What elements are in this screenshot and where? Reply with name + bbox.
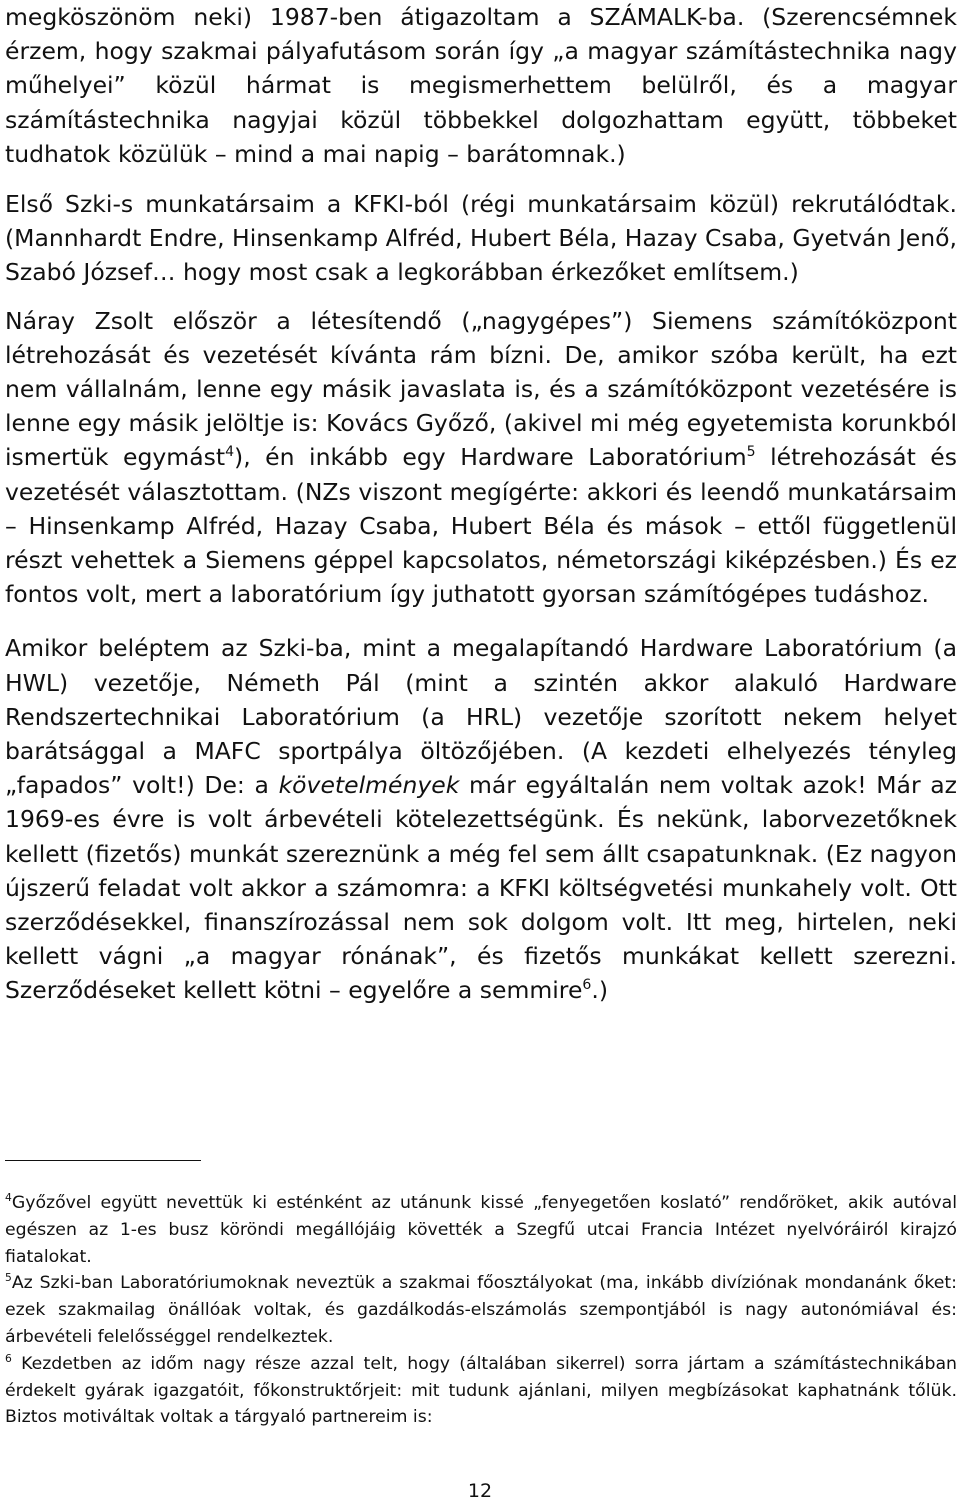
paragraph-2 [5,187,957,290]
footnote-4-number: 4 [5,1191,12,1205]
footnotes [5,1190,957,1431]
footnote-6 [5,1351,957,1431]
footnote-4-text: Győzővel együtt nevettük ki esténként az utánunk kissé „fenyegetően koslató” rendőröket, akik autóval egészen az 1-es busz köröndi megállójáig követték a Szegfű utcai Francia Intézet nyelvóráiról kirajzó fiatalokat. [5,1193,957,1267]
paragraph-4-text-c: .) [591,976,609,1005]
footnote-ref-4[interactable]: 4 [225,444,235,461]
paragraph-4-text-b: már egyáltalán nem voltak azok! Már az 1969-es évre is volt árbevételi kötelezettségünk. És nekünk, laborvezetőknek kellett (fizetős) munkát szereznünk a még fel sem állt csapatunknak. (Ez nagyon újszerű feladat volt akkor a számomra: a KFKI költségvetési munkahely volt. Ott szerződésekkel, finanszírozással nem sok dolgom volt. Itt meg, hirtelen, neki kellett vágni „a magyar rónának”, és fizetős munkákat kellett szerezni. Szerződéseket kellett kötni – egyelőre a semmire [5,771,957,1005]
footnote-4 [5,1190,957,1270]
footnote-5-text: Az Szki-ban Laboratóriumoknak neveztük a szakmai főosztályokat (ma, inkább divíziónak mondanánk őket: ezek szakmailag önállóak voltak, és gazdálkodás-elszámolás szempontjából is nagy autonómiával és: árbevételi felelősséggel rendelkeztek. [5,1273,957,1347]
paragraph-3-text-a: Náray Zsolt először a létesítendő („nagygépes”) Siemens számítóközpont létrehozását és vezetését kívánta rám bízni. De, amikor szóba került, ha ezt nem vállalnám, lenne egy másik javaslata is, és a számítóközpont vezetésére is lenne egy másik jelöltje is: Kovács Győző, (akivel mi még egyetemista korunkból ismertük egymást [5,306,957,472]
footnote-6-number: 6 [5,1352,12,1366]
paragraph-3 [5,304,957,612]
paragraph-4-emphasis: követelmények [278,771,460,800]
footnote-ref-6[interactable]: 6 [582,977,592,994]
footnote-ref-5[interactable]: 5 [746,444,756,461]
footnote-6-text: Kezdetben az időm nagy része azzal telt, hogy (általában sikerrel) sorra jártam a számítástechnikában érdekelt gyárak igazgatóit, főkonstruktőrjeit: mit tudunk ajánlani, milyen megbízásokat kaphatnánk tőlük. Biztos motiváltak voltak a tárgyaló partnereim is: [5,1353,957,1428]
paragraph-4-text-a: Amikor beléptem az Szki-ba, mint a megalapítandó Hardware Laboratórium (a HWL) vezetője, Németh Pál (mint a szintén akkor alakuló Hardware Rendszertechnikai Laboratórium (a HRL) vezetője szorított nekem helyet barátsággal a MAFC sportpálya öltözőjében. (A kezdeti elhelyezés tényleg „fapados” volt!) De: a [5,634,957,800]
paragraph-1 [5,0,957,171]
page-number: 12 [467,1480,493,1502]
paragraph-4 [5,631,957,1007]
paragraph-3-text-b: ), én inkább egy Hardware Laboratórium [234,443,747,472]
paragraph-2-text: Első Szki-s munkatársaim a KFKI-ból (régi munkatársaim közül) rekrutálódtak. (Mannhardt Endre, Hinsenkamp Alfréd, Hubert Béla, Hazay Csaba, Gyetván Jenő, Szabó József… hogy most csak a legkorábban érkezőket említsem.) [5,190,957,287]
footnote-5-number: 5 [5,1271,12,1285]
paragraph-3-text-c: létrehozását és vezetését választottam. (NZs viszont megígérte: akkori és leendő munkatársaim – Hinsenkamp Alfréd, Hazay Csaba, Hubert Béla és mások – ettől függetlenül részt vehettek a Siemens géppel kapcsolatos, németországi kiképzésben.) És ez fontos volt, mert a laboratórium így juthatott gyorsan számítógépes tudáshoz. [5,443,957,609]
paragraph-1-text: megköszönöm neki) 1987-ben átigazoltam a SZÁMALK-ba. (Szerencsémnek érzem, hogy szakmai pályafutásom során így „a magyar számítástechnika nagy műhelyei” közül hármat is megismerhettem belülről, és a magyar számítástechnika nagyjai közül többekkel dolgozhattam együtt, többeket tudhatok közülük – mind a mai napig – barátomnak.) [5,3,957,168]
page-body [5,0,957,1008]
footnote-5 [5,1270,957,1350]
footnote-divider [5,1160,201,1161]
